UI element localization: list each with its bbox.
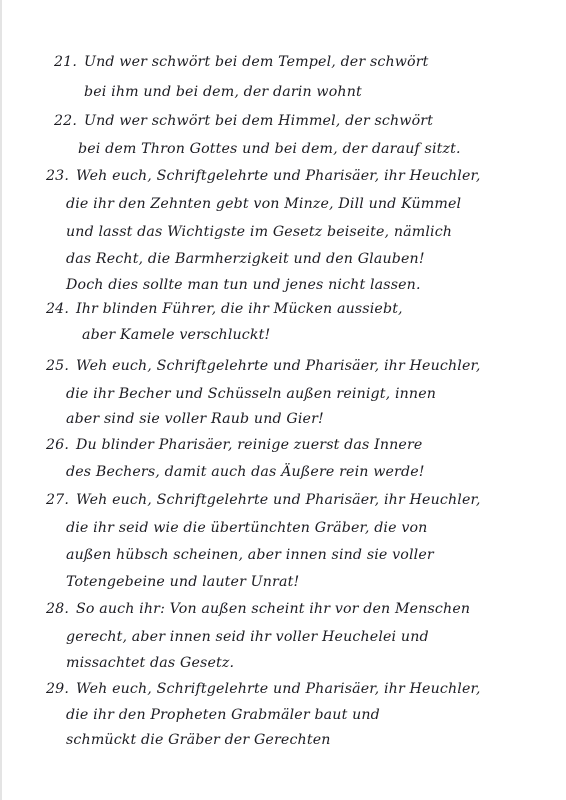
verse-25-line-3 <box>66 411 324 427</box>
verse-number: 25. <box>46 358 70 374</box>
verse-27-line-4 <box>66 574 299 590</box>
verse-text: So auch ihr: Von außen scheint ihr vor den Menschen <box>76 601 471 617</box>
verse-text: bei ihm und bei dem, der darin wohnt <box>84 84 362 100</box>
verse-21-line-2 <box>84 84 362 100</box>
verse-21-line-1 <box>54 54 429 70</box>
verse-text: missachtet das Gesetz. <box>66 655 235 671</box>
verse-23-line-3 <box>66 224 452 240</box>
verse-27-line-3 <box>66 547 434 563</box>
verse-number: 21. <box>54 54 78 70</box>
verse-22-line-1 <box>54 113 433 129</box>
verse-text: aber Kamele verschluckt! <box>82 327 271 343</box>
verse-text: das Recht, die Barmherzigkeit und den Glauben! <box>66 251 425 267</box>
verse-text: Und wer schwört bei dem Tempel, der schwört <box>84 54 429 70</box>
verse-23-line-2 <box>66 196 461 212</box>
verse-number: 26. <box>46 437 70 453</box>
verse-29-line-1 <box>46 681 481 697</box>
verse-25-line-1 <box>46 358 481 374</box>
verse-27-line-1 <box>46 492 481 508</box>
verse-22-line-2 <box>78 141 461 157</box>
verse-24-line-1 <box>46 301 403 317</box>
verse-text: Weh euch, Schriftgelehrte und Pharisäer, ihr Heuchler, <box>76 681 481 697</box>
verse-number: 22. <box>54 113 78 129</box>
verse-28-line-3 <box>66 655 234 671</box>
verse-29-line-2 <box>66 707 380 723</box>
verse-text: die ihr seid wie die übertünchten Gräber, die von <box>66 520 428 536</box>
verse-text: außen hübsch scheinen, aber innen sind sie voller <box>66 547 434 563</box>
verse-25-line-2 <box>66 386 436 402</box>
verse-text: die ihr Becher und Schüsseln außen reinigt, innen <box>66 386 437 402</box>
verse-26-line-2 <box>66 464 425 480</box>
verse-text: Totengebeine und lauter Unrat! <box>66 574 300 590</box>
verse-27-line-2 <box>66 520 427 536</box>
verse-29-line-3 <box>66 732 331 748</box>
verse-text: schmückt die Gräber der Gerechten <box>66 732 331 748</box>
verse-text: Weh euch, Schriftgelehrte und Pharisäer, ihr Heuchler, <box>76 492 481 508</box>
verse-text: die ihr den Propheten Grabmäler baut und <box>66 707 380 723</box>
verse-text: und lasst das Wichtigste im Gesetz beiseite, nämlich <box>66 224 453 240</box>
verse-23-line-4 <box>66 251 425 267</box>
verse-text: aber sind sie voller Raub und Gier! <box>66 411 324 427</box>
verse-number: 29. <box>46 681 70 697</box>
verse-text: bei dem Thron Gottes und bei dem, der darauf sitzt. <box>78 141 461 157</box>
verse-28-line-1 <box>46 601 470 617</box>
verse-24-line-2 <box>82 327 270 343</box>
verse-text: Weh euch, Schriftgelehrte und Pharisäer, ihr Heuchler, <box>76 358 481 374</box>
verse-text: gerecht, aber innen seid ihr voller Heuchelei und <box>66 629 429 645</box>
verse-number: 27. <box>46 492 70 508</box>
verse-28-line-2 <box>66 629 429 645</box>
verse-text: Du blinder Pharisäer, reinige zuerst das Innere <box>76 437 423 453</box>
verse-text: Ihr blinden Führer, die ihr Mücken aussiebt, <box>76 301 403 317</box>
verse-number: 28. <box>46 601 70 617</box>
verse-text: Doch dies sollte man tun und jenes nicht lassen. <box>66 277 421 293</box>
verse-26-line-1 <box>46 437 422 453</box>
verse-text: des Bechers, damit auch das Äußere rein werde! <box>66 464 425 480</box>
verse-text: die ihr den Zehnten gebt von Minze, Dill und Kümmel <box>66 196 462 212</box>
verse-number: 23. <box>46 168 70 184</box>
verse-number: 24. <box>46 301 70 317</box>
verse-23-line-1 <box>46 168 481 184</box>
verse-text: Weh euch, Schriftgelehrte und Pharisäer, ihr Heuchler, <box>76 168 481 184</box>
verse-text: Und wer schwört bei dem Himmel, der schwört <box>84 113 434 129</box>
verse-23-line-5 <box>66 277 421 293</box>
